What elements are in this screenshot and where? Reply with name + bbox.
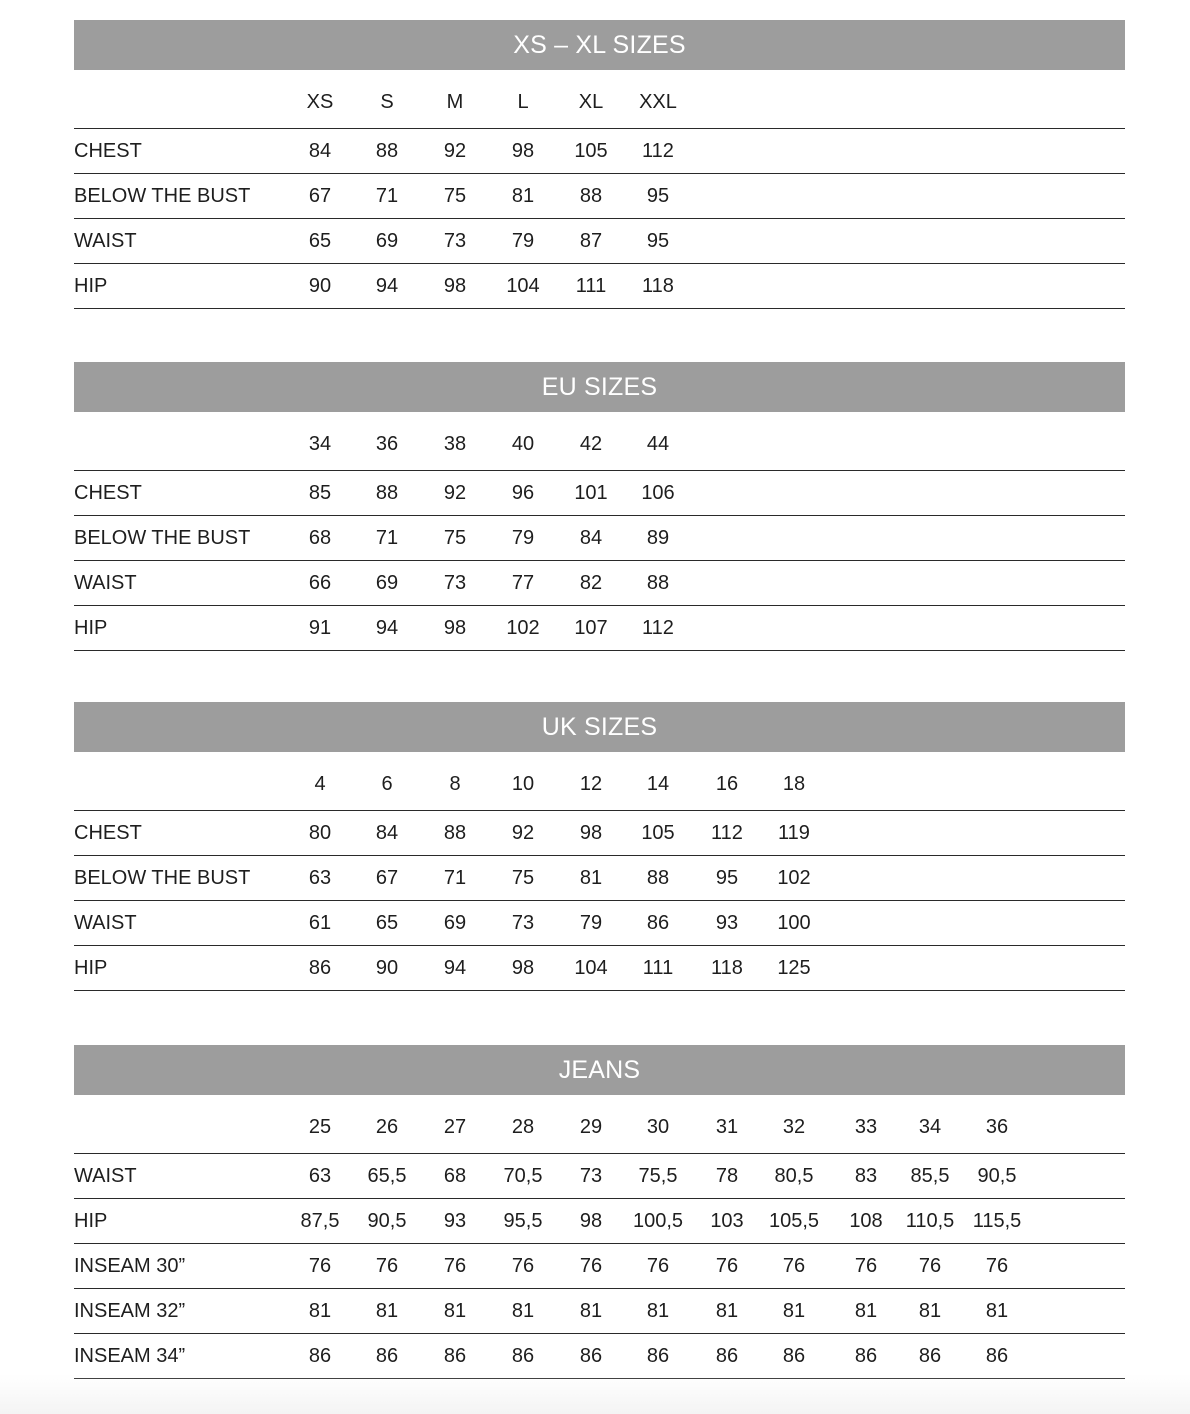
measurement-value: 87,5 bbox=[300, 1210, 340, 1232]
measurement-value: 86 bbox=[985, 1345, 1009, 1367]
measurement-value: 98 bbox=[443, 275, 467, 297]
size-column-header: 6 bbox=[381, 773, 393, 795]
measurement-value: 82 bbox=[579, 572, 603, 594]
measurement-value: 88 bbox=[375, 482, 399, 504]
measurement-value: 81 bbox=[854, 1300, 878, 1322]
size-column-header: 28 bbox=[511, 1116, 535, 1138]
measurement-label: BELOW THE BUST bbox=[74, 867, 251, 889]
measurement-value: 76 bbox=[579, 1255, 603, 1277]
measurement-value: 88 bbox=[443, 822, 467, 844]
measurement-value: 86 bbox=[308, 1345, 332, 1367]
size-column-header: 16 bbox=[715, 773, 739, 795]
measurement-value: 67 bbox=[308, 185, 332, 207]
measurement-value: 92 bbox=[443, 482, 467, 504]
measurement-value: 84 bbox=[308, 140, 332, 162]
measurement-value: 115,5 bbox=[972, 1210, 1022, 1232]
measurement-value: 86 bbox=[375, 1345, 399, 1367]
measurement-label: HIP bbox=[74, 275, 108, 297]
measurement-value: 118 bbox=[711, 957, 743, 979]
measurement-label: BELOW THE BUST bbox=[74, 185, 251, 207]
measurement-value: 87 bbox=[579, 230, 603, 252]
measurement-value: 76 bbox=[918, 1255, 942, 1277]
measurement-value: 66 bbox=[308, 572, 332, 594]
measurement-value: 94 bbox=[375, 275, 399, 297]
measurement-value: 68 bbox=[308, 527, 332, 549]
measurement-value: 86 bbox=[646, 1345, 670, 1367]
measurement-value: 98 bbox=[511, 140, 535, 162]
measurement-value: 111 bbox=[642, 957, 674, 979]
size-column-header: 44 bbox=[646, 433, 670, 455]
size-header-row bbox=[74, 70, 1125, 129]
measurement-value: 65 bbox=[308, 230, 332, 252]
measurement-value: 81 bbox=[646, 1300, 670, 1322]
table-row bbox=[74, 1244, 1125, 1289]
size-column-header: 14 bbox=[646, 773, 670, 795]
size-column-header: 32 bbox=[782, 1116, 806, 1138]
measurement-value: 107 bbox=[574, 617, 608, 639]
measurement-value: 86 bbox=[511, 1345, 535, 1367]
table-row bbox=[74, 856, 1125, 901]
measurement-value: 81 bbox=[918, 1300, 942, 1322]
measurement-value: 95 bbox=[715, 867, 739, 889]
measurement-value: 110,5 bbox=[905, 1210, 955, 1232]
size-column-header: M bbox=[446, 91, 464, 113]
measurement-value: 112 bbox=[642, 140, 674, 162]
measurement-value: 85,5 bbox=[910, 1165, 950, 1187]
measurement-value: 76 bbox=[308, 1255, 332, 1277]
table-row bbox=[74, 516, 1125, 561]
measurement-label: HIP bbox=[74, 957, 108, 979]
measurement-value: 94 bbox=[443, 957, 467, 979]
size-column-header: 36 bbox=[985, 1116, 1009, 1138]
size-column-header: XS bbox=[306, 91, 334, 113]
table-row bbox=[74, 901, 1125, 946]
measurement-value: 119 bbox=[778, 822, 810, 844]
measurement-value: 90,5 bbox=[367, 1210, 407, 1232]
size-column-header: 40 bbox=[511, 433, 535, 455]
measurement-value: 76 bbox=[715, 1255, 739, 1277]
measurement-value: 69 bbox=[443, 912, 467, 934]
measurement-label: WAIST bbox=[74, 230, 137, 252]
measurement-value: 68 bbox=[443, 1165, 467, 1187]
measurement-value: 93 bbox=[443, 1210, 467, 1232]
measurement-value: 91 bbox=[308, 617, 332, 639]
measurement-value: 71 bbox=[375, 527, 399, 549]
measurement-label: INSEAM 32” bbox=[74, 1300, 186, 1322]
measurement-value: 105 bbox=[574, 140, 608, 162]
size-column-header: 34 bbox=[308, 433, 332, 455]
measurement-value: 98 bbox=[579, 822, 603, 844]
table-title: EU SIZES bbox=[74, 362, 1125, 412]
measurement-value: 101 bbox=[574, 482, 608, 504]
size-column-header: 27 bbox=[443, 1116, 467, 1138]
measurement-label: CHEST bbox=[74, 822, 142, 844]
measurement-value: 63 bbox=[308, 867, 332, 889]
measurement-value: 81 bbox=[579, 867, 603, 889]
measurement-value: 92 bbox=[511, 822, 535, 844]
measurement-value: 96 bbox=[511, 482, 535, 504]
measurement-value: 84 bbox=[579, 527, 603, 549]
measurement-value: 104 bbox=[506, 275, 540, 297]
measurement-value: 81 bbox=[782, 1300, 806, 1322]
table-title: JEANS bbox=[74, 1045, 1125, 1095]
size-table-uk bbox=[74, 702, 1125, 991]
measurement-value: 98 bbox=[579, 1210, 603, 1232]
size-table-jeans bbox=[74, 1045, 1125, 1379]
measurement-value: 76 bbox=[443, 1255, 467, 1277]
measurement-value: 98 bbox=[511, 957, 535, 979]
table-title: XS – XL SIZES bbox=[74, 20, 1125, 70]
size-column-header: 31 bbox=[715, 1116, 739, 1138]
measurement-label: HIP bbox=[74, 617, 108, 639]
size-column-header: XXL bbox=[639, 91, 677, 113]
measurement-value: 103 bbox=[710, 1210, 744, 1232]
size-column-header: 8 bbox=[449, 773, 461, 795]
measurement-value: 73 bbox=[443, 572, 467, 594]
measurement-value: 88 bbox=[646, 572, 670, 594]
measurement-value: 73 bbox=[443, 230, 467, 252]
measurement-value: 61 bbox=[308, 912, 332, 934]
table-row bbox=[74, 1334, 1125, 1379]
measurement-value: 69 bbox=[375, 572, 399, 594]
measurement-value: 94 bbox=[375, 617, 399, 639]
measurement-value: 75 bbox=[511, 867, 535, 889]
measurement-value: 86 bbox=[782, 1345, 806, 1367]
measurement-value: 125 bbox=[777, 957, 811, 979]
measurement-value: 89 bbox=[646, 527, 670, 549]
measurement-value: 81 bbox=[511, 1300, 535, 1322]
size-column-header: 29 bbox=[579, 1116, 603, 1138]
size-column-header: 10 bbox=[511, 773, 535, 795]
measurement-value: 71 bbox=[443, 867, 467, 889]
size-column-header: 26 bbox=[375, 1116, 399, 1138]
measurement-value: 86 bbox=[918, 1345, 942, 1367]
table-row bbox=[74, 1289, 1125, 1334]
measurement-value: 104 bbox=[574, 957, 608, 979]
size-column-header: 30 bbox=[646, 1116, 670, 1138]
measurement-label: WAIST bbox=[74, 912, 137, 934]
table-row bbox=[74, 811, 1125, 856]
measurement-value: 69 bbox=[375, 230, 399, 252]
measurement-value: 92 bbox=[443, 140, 467, 162]
measurement-value: 85 bbox=[308, 482, 332, 504]
measurement-value: 73 bbox=[579, 1165, 603, 1187]
size-column-header: 42 bbox=[579, 433, 603, 455]
size-column-header: 34 bbox=[918, 1116, 942, 1138]
measurement-value: 95 bbox=[646, 230, 670, 252]
table-title: UK SIZES bbox=[74, 702, 1125, 752]
measurement-value: 90 bbox=[375, 957, 399, 979]
measurement-value: 81 bbox=[308, 1300, 332, 1322]
measurement-value: 95 bbox=[646, 185, 670, 207]
measurement-value: 63 bbox=[308, 1165, 332, 1187]
measurement-value: 105 bbox=[641, 822, 675, 844]
measurement-value: 108 bbox=[849, 1210, 883, 1232]
table-row bbox=[74, 561, 1125, 606]
table-row bbox=[74, 174, 1125, 219]
measurement-value: 84 bbox=[375, 822, 399, 844]
measurement-value: 75 bbox=[443, 527, 467, 549]
measurement-value: 76 bbox=[375, 1255, 399, 1277]
measurement-value: 81 bbox=[579, 1300, 603, 1322]
measurement-value: 76 bbox=[511, 1255, 535, 1277]
measurement-label: WAIST bbox=[74, 572, 137, 594]
measurement-value: 81 bbox=[375, 1300, 399, 1322]
size-column-header: 33 bbox=[854, 1116, 878, 1138]
size-header-row bbox=[74, 412, 1125, 471]
measurement-value: 98 bbox=[443, 617, 467, 639]
measurement-value: 118 bbox=[642, 275, 674, 297]
measurement-label: WAIST bbox=[74, 1165, 137, 1187]
size-header-row bbox=[74, 752, 1125, 811]
size-column-header: 18 bbox=[782, 773, 806, 795]
table-row bbox=[74, 946, 1125, 991]
measurement-value: 81 bbox=[715, 1300, 739, 1322]
measurement-value: 86 bbox=[854, 1345, 878, 1367]
measurement-value: 67 bbox=[375, 867, 399, 889]
measurement-value: 65,5 bbox=[367, 1165, 407, 1187]
measurement-value: 73 bbox=[511, 912, 535, 934]
measurement-label: BELOW THE BUST bbox=[74, 527, 251, 549]
measurement-value: 90 bbox=[308, 275, 332, 297]
measurement-value: 106 bbox=[641, 482, 675, 504]
measurement-value: 76 bbox=[646, 1255, 670, 1277]
measurement-value: 81 bbox=[443, 1300, 467, 1322]
measurement-label: INSEAM 34” bbox=[74, 1345, 186, 1367]
measurement-value: 86 bbox=[715, 1345, 739, 1367]
size-column-header: 38 bbox=[443, 433, 467, 455]
measurement-value: 112 bbox=[711, 822, 743, 844]
measurement-value: 79 bbox=[579, 912, 603, 934]
measurement-label: CHEST bbox=[74, 482, 142, 504]
size-table-xs-xl bbox=[74, 20, 1125, 309]
size-column-header: 25 bbox=[308, 1116, 332, 1138]
measurement-value: 78 bbox=[715, 1165, 739, 1187]
measurement-value: 90,5 bbox=[977, 1165, 1017, 1187]
measurement-value: 86 bbox=[646, 912, 670, 934]
measurement-label: HIP bbox=[74, 1210, 108, 1232]
measurement-value: 81 bbox=[985, 1300, 1009, 1322]
page-bottom-fade bbox=[0, 1374, 1190, 1414]
table-row bbox=[74, 264, 1125, 309]
measurement-value: 71 bbox=[375, 185, 399, 207]
measurement-value: 88 bbox=[579, 185, 603, 207]
size-column-header: L bbox=[517, 91, 529, 113]
measurement-value: 79 bbox=[511, 527, 535, 549]
measurement-value: 93 bbox=[715, 912, 739, 934]
size-table-eu bbox=[74, 362, 1125, 651]
measurement-value: 83 bbox=[854, 1165, 878, 1187]
measurement-value: 88 bbox=[375, 140, 399, 162]
measurement-value: 100 bbox=[777, 912, 811, 934]
size-column-header: 36 bbox=[375, 433, 399, 455]
measurement-value: 100,5 bbox=[632, 1210, 684, 1232]
size-column-header: S bbox=[380, 91, 394, 113]
measurement-value: 75 bbox=[443, 185, 467, 207]
measurement-value: 76 bbox=[985, 1255, 1009, 1277]
measurement-label: INSEAM 30” bbox=[74, 1255, 186, 1277]
measurement-value: 75,5 bbox=[638, 1165, 678, 1187]
size-column-header: 12 bbox=[579, 773, 603, 795]
measurement-value: 77 bbox=[511, 572, 535, 594]
measurement-value: 102 bbox=[777, 867, 811, 889]
size-column-header: XL bbox=[578, 91, 604, 113]
table-row bbox=[74, 606, 1125, 651]
measurement-value: 86 bbox=[443, 1345, 467, 1367]
size-column-header: 4 bbox=[314, 773, 326, 795]
table-row bbox=[74, 1199, 1125, 1244]
measurement-value: 105,5 bbox=[768, 1210, 820, 1232]
measurement-value: 80 bbox=[308, 822, 332, 844]
measurement-value: 65 bbox=[375, 912, 399, 934]
measurement-label: CHEST bbox=[74, 140, 142, 162]
measurement-value: 80,5 bbox=[774, 1165, 814, 1187]
measurement-value: 88 bbox=[646, 867, 670, 889]
measurement-value: 111 bbox=[575, 275, 607, 297]
measurement-value: 102 bbox=[506, 617, 540, 639]
measurement-value: 70,5 bbox=[503, 1165, 543, 1187]
measurement-value: 95,5 bbox=[503, 1210, 543, 1232]
measurement-value: 81 bbox=[511, 185, 535, 207]
measurement-value: 76 bbox=[854, 1255, 878, 1277]
measurement-value: 112 bbox=[642, 617, 674, 639]
table-row bbox=[74, 219, 1125, 264]
measurement-value: 76 bbox=[782, 1255, 806, 1277]
measurement-value: 79 bbox=[511, 230, 535, 252]
measurement-value: 86 bbox=[308, 957, 332, 979]
table-row bbox=[74, 1154, 1125, 1199]
table-row bbox=[74, 471, 1125, 516]
measurement-value: 86 bbox=[579, 1345, 603, 1367]
size-header-row bbox=[74, 1095, 1125, 1154]
table-row bbox=[74, 129, 1125, 174]
